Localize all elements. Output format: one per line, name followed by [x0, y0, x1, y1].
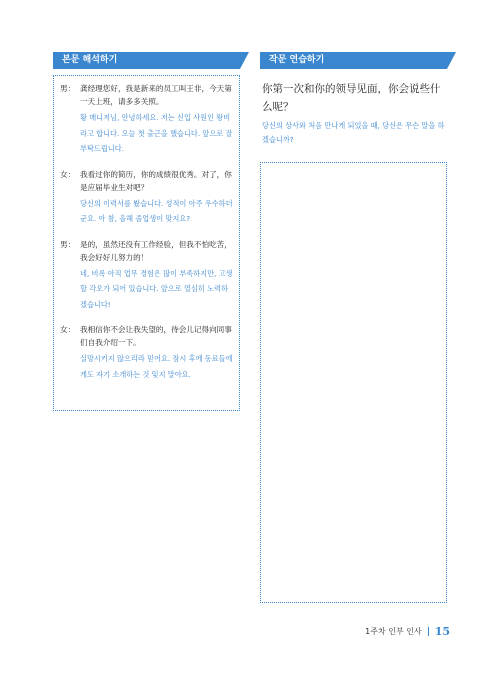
- speaker-label: 男：: [60, 84, 76, 93]
- question-korean: 당신의 상사와 처음 만나게 되었을 때, 당신은 무슨 말을 하겠습니까?: [262, 121, 445, 144]
- footer-divider: [428, 627, 429, 636]
- korean-translation: 네, 비록 아직 업무 경험은 많이 부족하지만, 고생할 각오가 되어 있습니다. 앞으로 열심히 노력하겠습니다!: [80, 268, 233, 309]
- footer-section-title: 1주차 인부 인사: [365, 627, 422, 636]
- korean-translation: 당신의 이력서를 봤습니다. 성적이 아주 우수하더군요. 아 참, 올해 졸업생이 맞지요?: [80, 198, 233, 223]
- korean-translation: 실망시키지 않으리라 믿어요. 잠시 후에 동료들에게도 자기 소개하는 것 잊지 말아요.: [80, 354, 233, 379]
- question-chinese: 你第一次和你的领导见面，你会说些什么呢？: [262, 83, 441, 113]
- writing-header: 작문 연습하기: [260, 52, 447, 69]
- page-footer: [365, 625, 450, 638]
- writing-answer-area[interactable]: [260, 162, 447, 603]
- dialogue-item: [60, 168, 234, 227]
- chinese-line: [60, 168, 234, 194]
- reading-section: [53, 52, 240, 411]
- speaker-label: 男：: [60, 239, 76, 249]
- dialogue-item: [60, 82, 234, 157]
- chinese-text: 我相信你不会让我失望的，待会儿记得向同事们自我介绍一下。: [80, 325, 232, 347]
- chinese-text: 是的，虽然还没有工作经验，但我不怕吃苦，我会好好儿努力的！: [80, 239, 232, 262]
- dialogue-item: [60, 323, 234, 382]
- reading-header: 본문 해석하기: [53, 52, 240, 69]
- chinese-line: [60, 323, 234, 349]
- chinese-text: 龚经理您好，我是新来的员工叫王非，今天第一天上班，请多多关照。: [80, 84, 232, 106]
- korean-translation: 황 매니저님, 안녕하세요. 저는 신입 사원인 왕비라고 합니다. 오늘 첫 출근을 했습니다. 앞으로 잘 부탁드립니다.: [80, 113, 233, 153]
- chinese-line: [60, 238, 234, 264]
- dialogue-item: [60, 238, 234, 313]
- speaker-label: 女：: [60, 325, 76, 334]
- speaker-label: 女：: [60, 169, 76, 179]
- page-number: 15: [434, 625, 450, 638]
- chinese-line: [60, 82, 234, 108]
- dialogue-box: [53, 75, 240, 411]
- writing-section: [260, 52, 447, 147]
- chinese-text: 我看过你的简历，你的成绩很优秀。对了，你是应届毕业生对吧？: [80, 169, 232, 192]
